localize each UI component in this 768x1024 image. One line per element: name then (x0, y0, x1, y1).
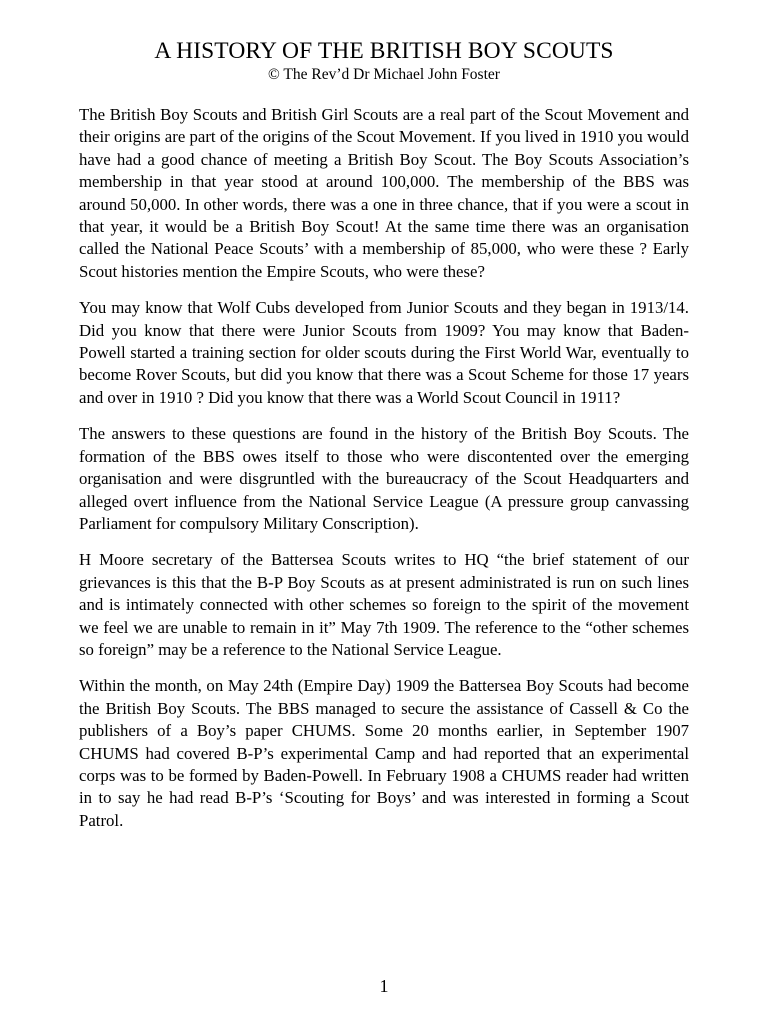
page-number: 1 (379, 976, 389, 996)
document-title: A HISTORY OF THE BRITISH BOY SCOUTS (154, 38, 614, 64)
document-subtitle: © The Rev’d Dr Michael John Foster (268, 66, 500, 83)
paragraph-5: Within the month, on May 24th (Empire Day) 1909 the Battersea Boy Scouts had become the British Boy Scouts. The BBS managed to secure the assistance of Cassell & Co the publishers of a Boy’s paper CHUMS. Some 20 months earlier, in September 1907 CHUMS had covered B-P’s experimental Camp and had reported that an experimental corps was to be formed by Baden-Powell. In February 1908 a CHUMS reader had written in to say he had read B-P’s ‘Scouting for Boys’ and was interested in forming a Scout Patrol. (79, 676, 689, 830)
paragraph-4: H Moore secretary of the Battersea Scouts writes to HQ “the brief statement of our grievances is this that the B-P Boy Scouts as at present administrated is run on such lines and is intimately connected with other schemes so foreign to the spirit of the movement we feel we are unable to remain in it” May 7th 1909. The reference to the “other schemes so foreign” may be a reference to the National Service League. (79, 550, 689, 659)
document-body (79, 104, 689, 846)
paragraph-2: You may know that Wolf Cubs developed from Junior Scouts and they began in 1913/14. Did you know that there were Junior Scouts from 1909? You may know that Baden-Powell started a training section for older scouts during the First World War, eventually to become Rover Scouts, but did you know that there was a Scout Scheme for those 17 years and over in 1910 ? Did you know that there was a World Scout Council in 1911? (79, 298, 689, 407)
paragraph-3: The answers to these questions are found in the history of the British Boy Scouts. The formation of the BBS owes itself to those who were discontented over the emerging organisation and were disgruntled with the bureaucracy of the Scout Headquarters and alleged overt influence from the National Service League (A pressure group canvassing Parliament for compulsory Military Conscription). (79, 424, 689, 533)
paragraph-1: The British Boy Scouts and British Girl Scouts are a real part of the Scout Movement and their origins are part of the origins of the Scout Movement. If you lived in 1910 you would have had a good chance of meeting a British Boy Scout. The Boy Scouts Association’s membership in that year stood at around 100,000. The membership of the BBS was around 50,000. In other words, there was a one in three chance, that if you were a scout in that year, it would be a British Boy Scout! At the same time there was an organisation called the National Peace Scouts’ with a membership of 85,000, who were these ? Early Scout histories mention the Empire Scouts, who were these? (79, 105, 689, 281)
